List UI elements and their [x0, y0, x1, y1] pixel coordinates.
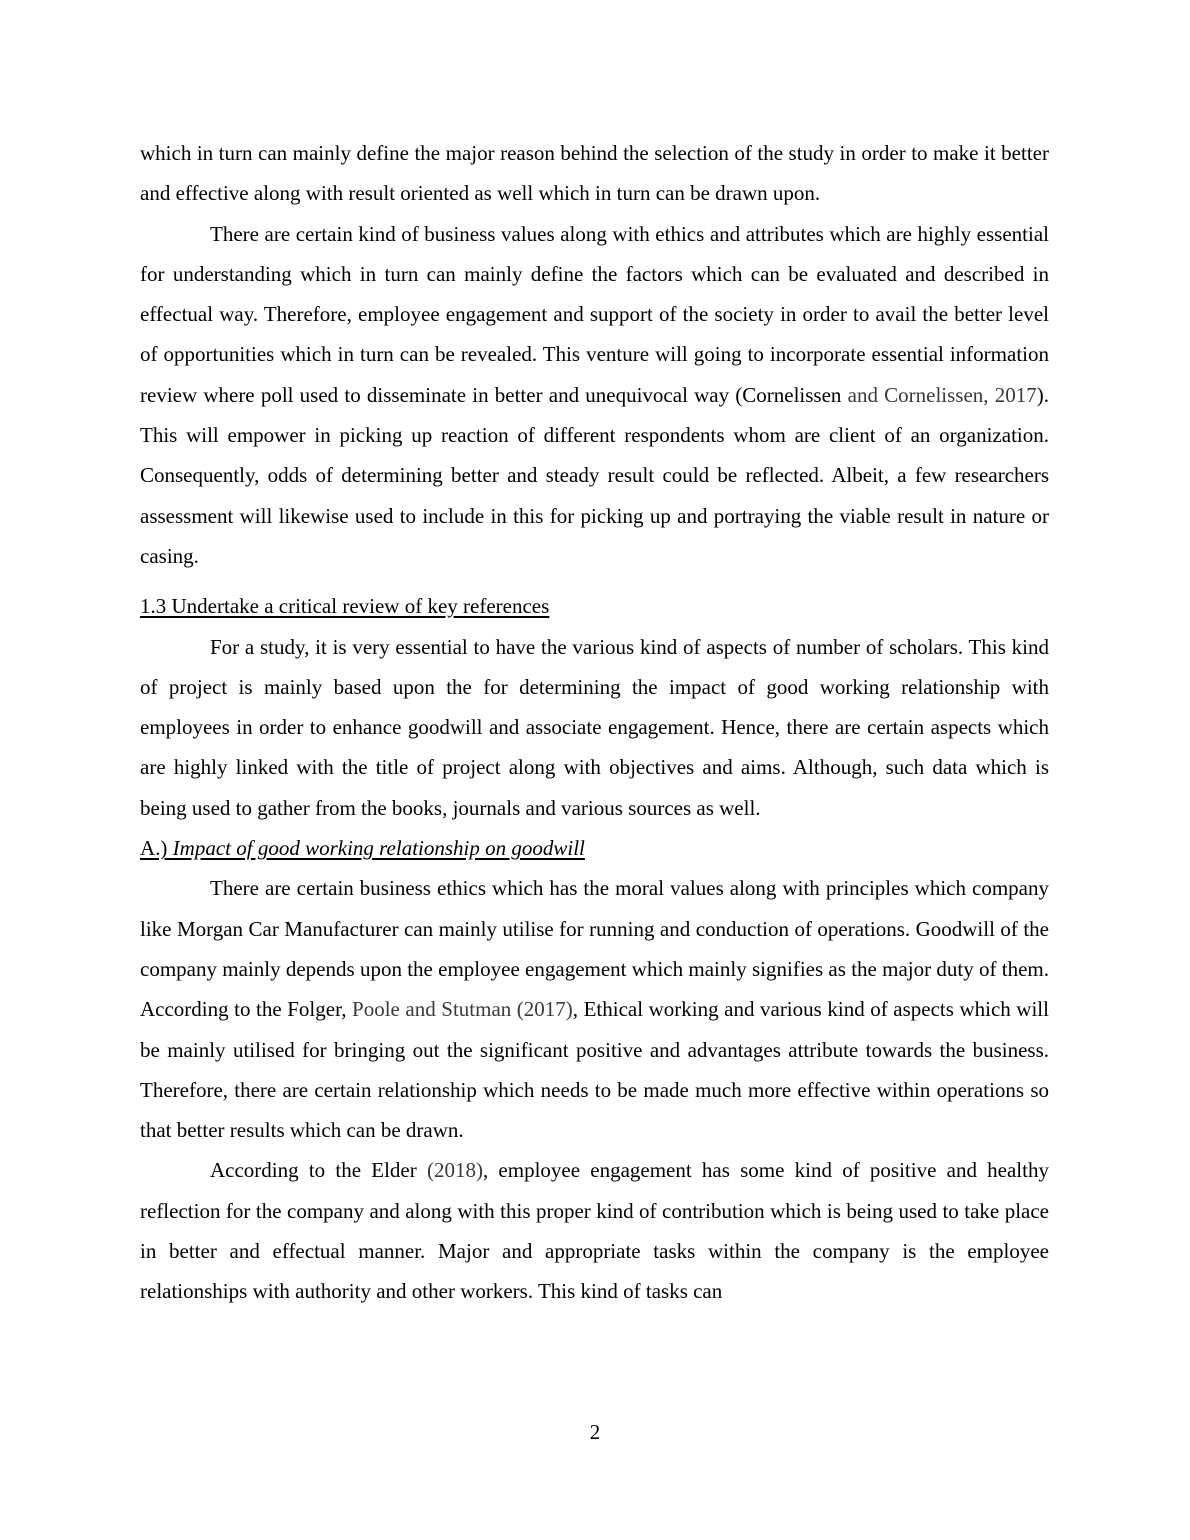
subsection-heading-prefix: A.) [140, 836, 173, 861]
paragraph-business-values [140, 214, 1049, 577]
paragraph-text: ). This will empower in picking up reaction of different respondents whom are client of an organization. Consequently, odds of determining better and steady result could be reflected. Albeit, a few researchers assessment will likewise used to include in this for picking up and portraying the viable result in nature or casing. [140, 382, 1049, 568]
section-heading-1-3: 1.3 Undertake a critical review of key references [140, 594, 550, 619]
paragraph-text: , Ethical working and various kind of aspects which will be mainly utilised for bringing out the significant positive and advantages attribute towards the business. Therefore, there are certain relationship which needs to be made much more effective within operations so that better results which can be drawn. [140, 997, 1049, 1143]
page-number: 2 [589, 1420, 601, 1444]
citation: (2018) [426, 1158, 483, 1183]
citation: Poole and Stutman (2017) [352, 997, 573, 1022]
citation: and Cornelissen, 2017 [841, 382, 1037, 407]
paragraph-text: , employee engagement has some kind of positive and healthy reflection for the company and along with this proper kind of contribution which is being used to take place in better and effectual manner. Major and appropriate tasks within the company is the employee relationships with authority and other workers. This kind of tasks can [140, 1158, 1049, 1304]
paragraph-business-ethics [140, 868, 1049, 1150]
paragraph-text: For a study, it is very essential to have the various kind of aspects of number of scholars. This kind of project is mainly based upon the for determining the impact of good working relationship with employees in order to enhance goodwill and associate engagement. Hence, there are certain aspects which are highly linked with the title of project along with objectives and aims. Although, such data which is being used to gather from the books, journals and various sources as well. [140, 634, 1049, 820]
paragraph-elder-engagement [140, 1150, 1049, 1311]
subsection-heading-title: Impact of good working relationship on goodwill [172, 836, 585, 861]
paragraph-text: According to the Elder [210, 1158, 427, 1183]
paragraph-text: which in turn can mainly define the major reason behind the selection of the study in order to make it better and effective along with result oriented as well which in turn can be drawn upon. [140, 141, 1049, 206]
paragraph-text: There are certain business ethics which has the moral values along with principles which company like Morgan Car Manufacturer can mainly utilise for running and conduction of operations. Goodwill of the company mainly depends upon the employee engagement which mainly signifies as the major duty of them. According to the Folger, [140, 876, 1049, 1022]
subsection-heading-a [140, 828, 1049, 868]
paragraph-continuation [140, 133, 1049, 214]
paragraph-critical-review [140, 627, 1049, 828]
paragraph-text: There are certain kind of business values along with ethics and attributes which are highly essential for understanding which in turn can mainly define the factors which can be evaluated and described in effectual way. Therefore, employee engagement and support of the society in order to avail the better level of opportunities which in turn can be revealed. This venture will going to incorporate essential information review where poll used to disseminate in better and unequivocal way (Cornelissen [140, 221, 1049, 407]
document-body [140, 133, 1049, 1312]
